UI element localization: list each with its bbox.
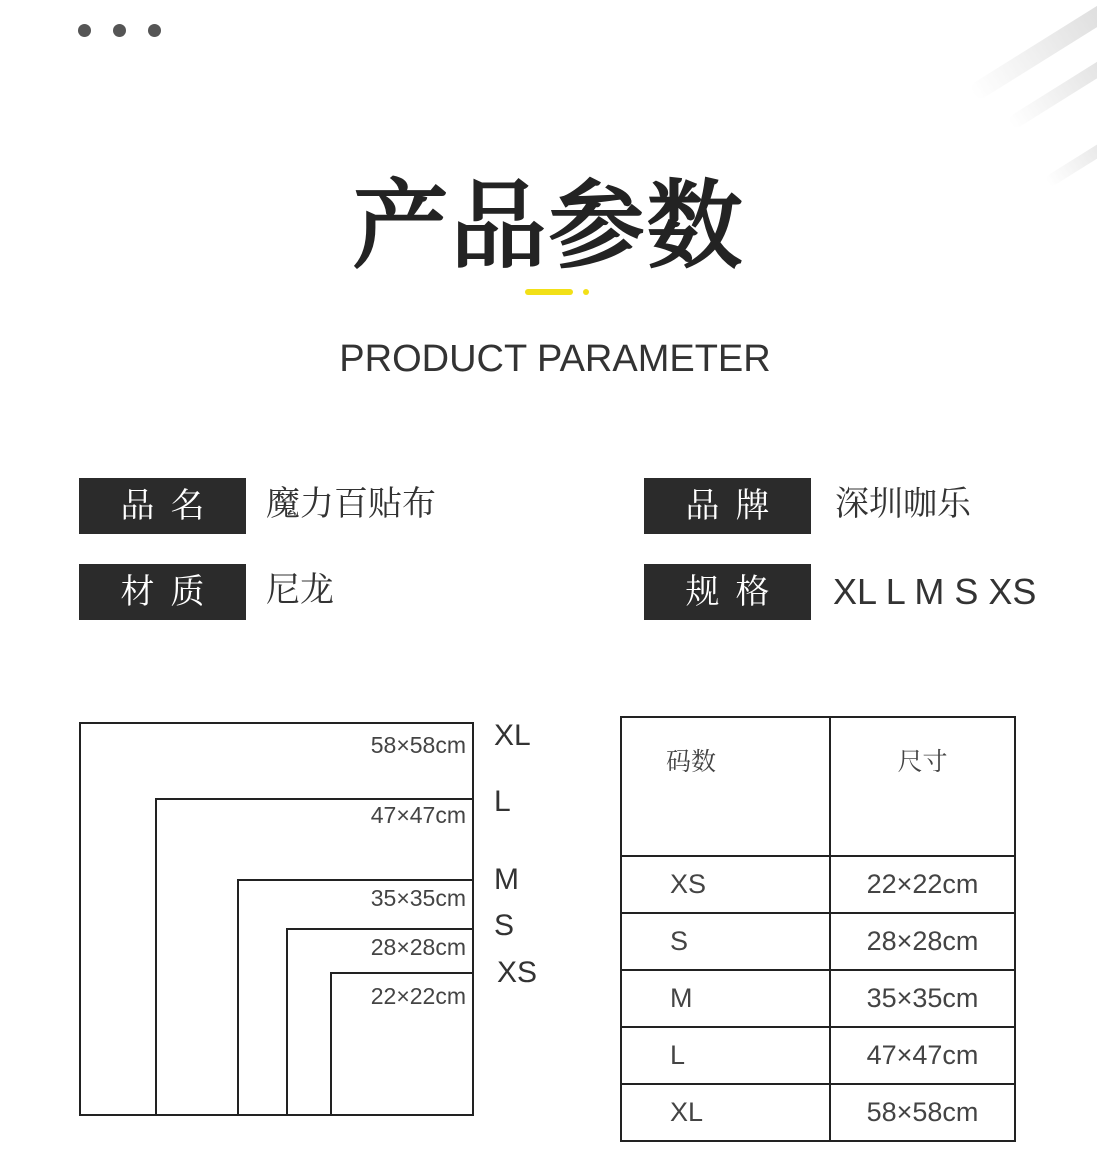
table-cell-dims: 35×35cm: [830, 970, 1015, 1027]
param-value-spec: XL L M S XS: [833, 571, 1037, 612]
table-cell-size: XL: [621, 1084, 830, 1141]
square-dims-m: 35×35cm: [370, 885, 466, 911]
square-dims-s: 28×28cm: [370, 934, 466, 960]
square-dims-xl: 58×58cm: [370, 732, 466, 758]
table-cell-dims: 47×47cm: [830, 1027, 1015, 1084]
size-tag-s: S: [494, 909, 515, 942]
dot-icon: [113, 24, 126, 37]
window-dots: [78, 24, 161, 37]
table-header-size: 码数: [621, 717, 830, 856]
table-row: [621, 856, 1015, 913]
table-row: [621, 1084, 1015, 1141]
param-value-name: 魔力百贴布: [266, 484, 436, 524]
table-cell-size: L: [621, 1027, 830, 1084]
param-label-spec: 规格: [644, 564, 811, 620]
table-cell-dims: 22×22cm: [830, 856, 1015, 913]
table-row: [621, 970, 1015, 1027]
page-title: 产品参数: [352, 170, 745, 282]
title-accent-line: [525, 289, 573, 295]
table-cell-dims: 28×28cm: [830, 913, 1015, 970]
dot-icon: [148, 24, 161, 37]
table-cell-dims: 58×58cm: [830, 1084, 1015, 1141]
param-label-brand: 品牌: [644, 478, 811, 534]
size-tag-xl: XL: [494, 719, 531, 752]
table-row: [621, 913, 1015, 970]
param-label-material: 材质: [79, 564, 246, 620]
table-cell-size: M: [621, 970, 830, 1027]
size-table: [620, 716, 1016, 1142]
size-tag-l: L: [494, 785, 511, 818]
square-dims-l: 47×47cm: [370, 802, 466, 828]
param-label-name: 品名: [79, 478, 246, 534]
size-tag-xs: XS: [497, 956, 538, 989]
page-subtitle: PRODUCT PARAMETER: [339, 338, 771, 380]
table-cell-size: XS: [621, 856, 830, 913]
title-accent-dot: [583, 289, 589, 295]
param-value-material: 尼龙: [266, 570, 334, 610]
size-tag-m: M: [494, 863, 519, 896]
param-value-brand: 深圳咖乐: [835, 484, 971, 524]
dot-icon: [78, 24, 91, 37]
table-row: [621, 1027, 1015, 1084]
table-header-dims: 尺寸: [830, 717, 1015, 856]
table-cell-size: S: [621, 913, 830, 970]
table-header-row: [621, 717, 1015, 856]
square-dims-xs: 22×22cm: [370, 983, 466, 1009]
